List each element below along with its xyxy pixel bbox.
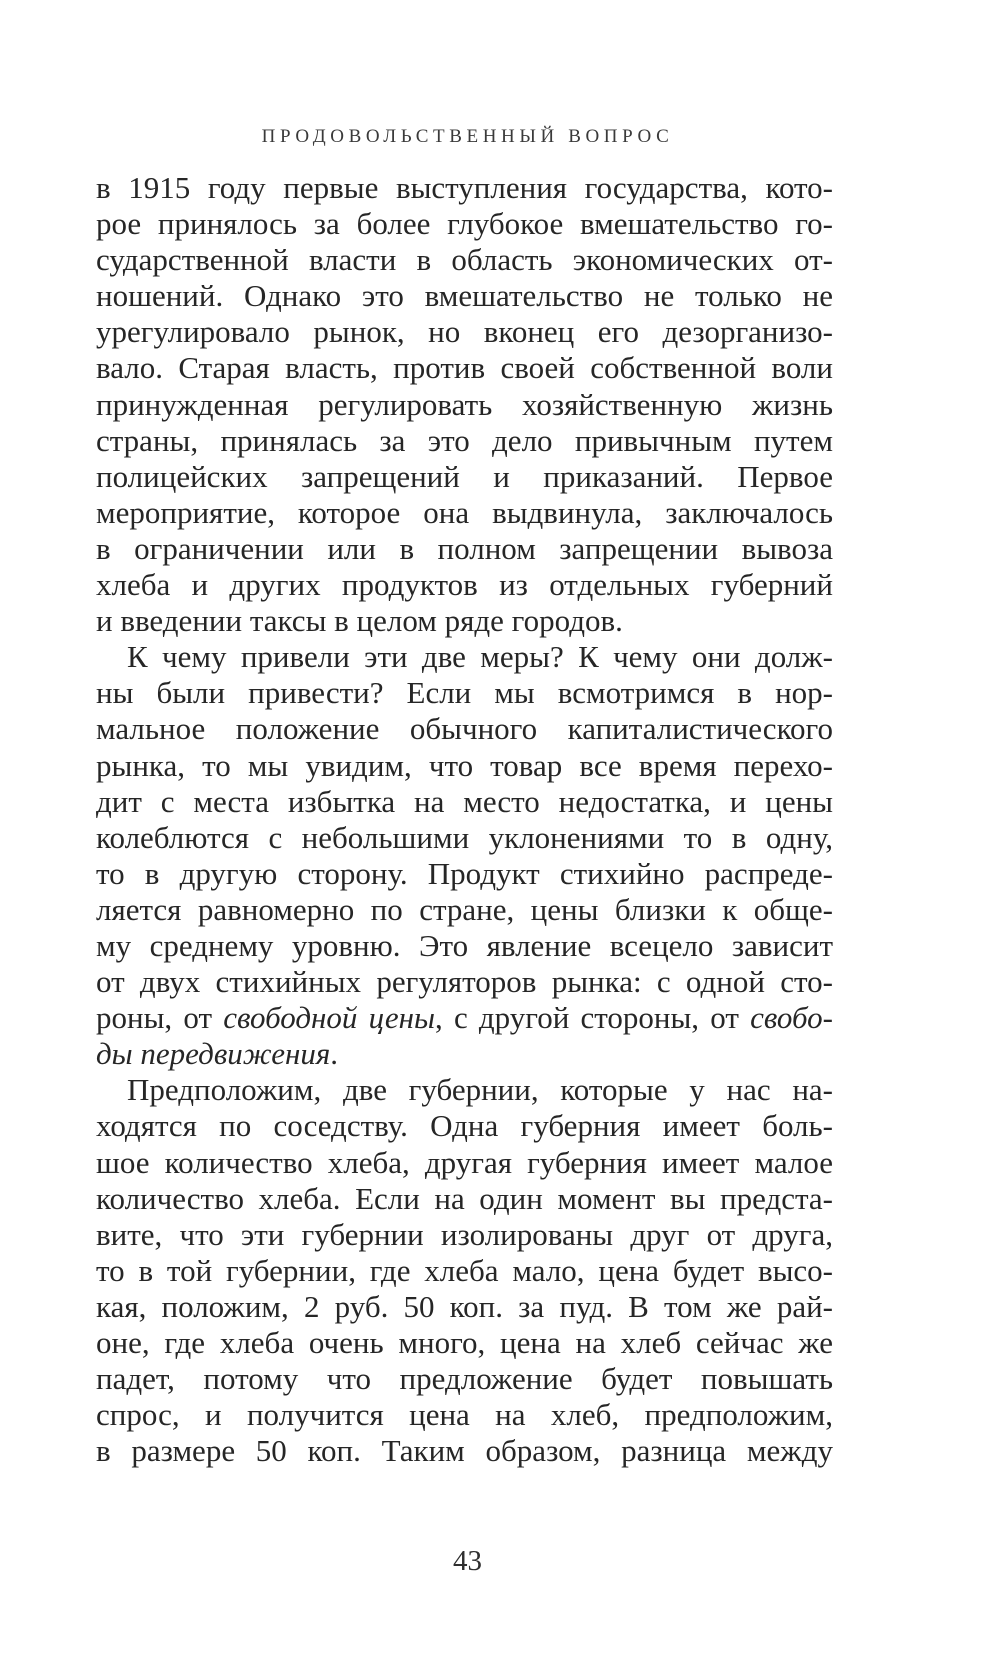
text-line: ны были привести? Если мы всмотримся в нор- (96, 675, 833, 711)
text-line-with-italics (96, 1036, 833, 1072)
text-line: рое принялось за более глубокое вмешательство го- (96, 206, 833, 242)
page-number: 43 (453, 1545, 482, 1577)
italic-term: свободной цены (223, 1000, 436, 1036)
text-line: страны, принялась за это дело привычным путем (96, 422, 833, 458)
text-line: сударственной власти в область экономических от- (96, 242, 833, 278)
running-head: ПРОДОВОЛЬСТВЕННЫЙ ВОПРОС (261, 126, 674, 147)
text-line: кая, положим, 2 руб. 50 коп. за пуд. В том же рай- (96, 1288, 833, 1324)
text-line: то в другую сторону. Продукт стихийно распреде- (96, 855, 833, 891)
text-line: от двух стихийных регуляторов рынка: с одной сто- (96, 964, 833, 1000)
text-line: ляется равномерно по стране, цены близки к обще- (96, 891, 833, 927)
italic-term: свобо- (750, 1000, 833, 1036)
text-line: дит с места избытка на место недостатка, и цены (96, 783, 833, 819)
text-line: оне, где хлеба очень много, цена на хлеб сейчас же (96, 1325, 833, 1360)
text-line: шое количество хлеба, другая губерния имеет малое (96, 1144, 833, 1180)
text-fragment: , с другой стороны, от (435, 1000, 751, 1036)
italic-term: ды передвижения (96, 1036, 331, 1072)
text-line: Предположим, две губернии, которые у нас на- (127, 1072, 833, 1108)
text-line: му среднему уровню. Это явление всецело зависит (96, 927, 833, 963)
text-line: спрос, и получится цена на хлеб, предположим, (96, 1397, 833, 1433)
text-line: мероприятие, которое она выдвинула, заключалось (96, 494, 833, 530)
text-fragment: . (330, 1036, 339, 1072)
text-line: вало. Старая власть, против своей собственной воли (96, 350, 833, 386)
text-line: колеблются с небольшими уклонениями то в одну, (96, 819, 833, 855)
text-line: в размере 50 коп. Таким образом, разница между (96, 1433, 833, 1469)
text-line-with-italics (96, 1000, 833, 1036)
text-fragment: роны, от (96, 1000, 224, 1036)
text-line: вите, что эти губернии изолированы друг от друга, (96, 1216, 833, 1252)
text-line: в 1915 году первые выступления государства, кото- (96, 170, 833, 205)
text-line: ношений. Однако это вмешательство не только не (96, 278, 833, 314)
body-text (96, 170, 833, 1469)
text-line: хлеба и других продуктов из отдельных губерний (96, 567, 833, 603)
text-line: полицейских запрещений и приказаний. Первое (96, 458, 833, 494)
text-line: урегулировало рынок, но вконец его дезорганизо- (96, 314, 833, 350)
text-line: ходятся по соседству. Одна губерния имеет боль- (96, 1108, 833, 1144)
text-line: принужденная регулировать хозяйственную жизнь (96, 386, 833, 422)
text-line: и введении таксы в целом ряде городов. (96, 603, 623, 639)
text-line: К чему привели эти две меры? К чему они долж- (127, 639, 833, 675)
text-line: то в той губернии, где хлеба мало, цена будет высо- (96, 1252, 833, 1288)
text-line: количество хлеба. Если на один момент вы предста- (96, 1180, 833, 1216)
text-line: рынка, то мы увидим, что товар все время перехо- (96, 747, 833, 783)
text-line: падет, потому что предложение будет повышать (96, 1361, 833, 1397)
text-line: мальное положение обычного капиталистического (96, 711, 833, 747)
text-line: в ограничении или в полном запрещении вывоза (96, 530, 833, 566)
